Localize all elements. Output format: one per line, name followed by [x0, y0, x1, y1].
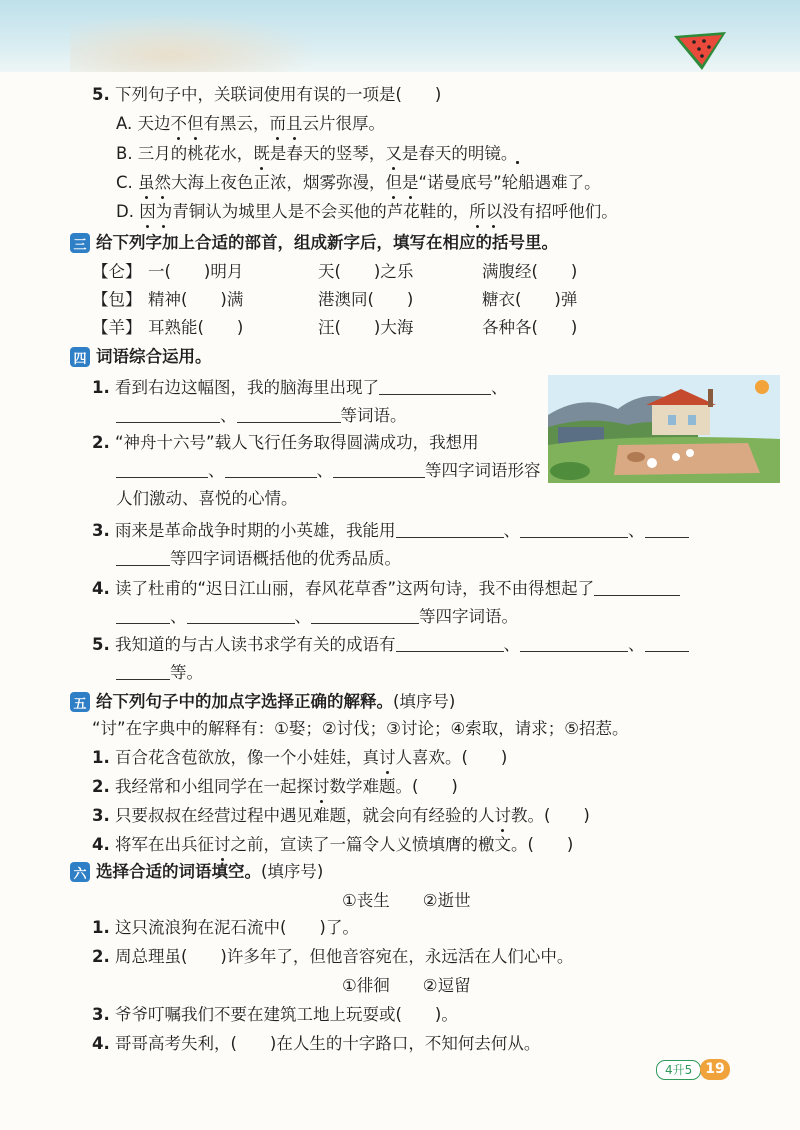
answer-blank[interactable] [116, 663, 170, 680]
answer-blank[interactable] [594, 579, 680, 596]
radical-tag: 【羊】 [92, 318, 142, 337]
s4-q4-line2 [116, 606, 518, 628]
item-text: 将军在出兵征 [115, 835, 214, 854]
section-5-badge: 五 [70, 692, 90, 712]
s5-item [92, 805, 590, 827]
s6-item-text: 哥哥高考失利，( )在人生的十字路口，不知何去何从。 [115, 1034, 541, 1053]
emphasis-char: 然 [154, 173, 172, 192]
answer-blank[interactable] [311, 607, 419, 624]
idiom-fill-item[interactable]: 天( )之乐 [318, 262, 414, 281]
s6-item-text: 爷爷叮嘱我们不要在建筑工地上玩耍或( )。 [115, 1005, 458, 1024]
option-text: C. [116, 173, 139, 192]
section-3-badge: 三 [70, 233, 90, 253]
idiom-fill-item[interactable]: 耳熟能( ) [148, 318, 244, 337]
idiom-fill-item[interactable]: 精神( )满 [148, 290, 244, 309]
s6-item-number: 2. [92, 947, 110, 966]
s4-q2-end: 等四字词语形容 [425, 461, 541, 480]
idiom-fill-item[interactable]: 一( )明月 [148, 262, 244, 281]
s4-q5-number: 5. [92, 635, 110, 654]
separator: 、 [491, 378, 508, 397]
item-number: 1. [92, 748, 110, 767]
s4-q2-number: 2. [92, 433, 110, 452]
s6-item-number: 1. [92, 918, 110, 937]
item-text: 只要叔叔在经营过程中遇见难题，就会向有经验的人 [115, 806, 495, 825]
answer-blank[interactable] [116, 607, 170, 624]
q5-stem-text: 下列句子中，关联词使用有误的一项是( ) [115, 85, 442, 104]
emphasis-char: 讨 [313, 777, 330, 796]
answer-blank[interactable] [116, 406, 220, 423]
q5-option [116, 113, 385, 135]
answer-blank[interactable] [645, 521, 689, 538]
s4-q4-line1 [92, 578, 680, 600]
q5-option [116, 201, 618, 223]
s4-q3-line2 [116, 548, 401, 570]
s4-q1-line1 [92, 377, 508, 399]
s6-options-2: ①徘徊 ②逗留 [342, 976, 471, 995]
option-text: 有黑云， [203, 114, 270, 133]
section-5-hint: (填序号) [393, 692, 456, 711]
emphasis-char: 虽 [138, 173, 155, 192]
s6-options-1: ①丧生 ②逝世 [342, 891, 471, 910]
section-4-badge: 四 [70, 347, 90, 367]
idiom-fill-item[interactable]: 各种各( ) [482, 318, 578, 337]
s6-item-number: 4. [92, 1034, 110, 1053]
s6-item-number: 3. [92, 1005, 110, 1024]
section-4-title: 词语综合运用。 [96, 347, 212, 366]
separator: 、 [316, 461, 333, 480]
answer-blank[interactable] [379, 378, 491, 395]
section-5-title [96, 691, 455, 713]
separator: 、 [220, 406, 237, 425]
emphasis-char: 而 [269, 114, 286, 133]
answer-blank[interactable] [187, 607, 295, 624]
option-text: 大海上夜色正浓，烟雾弥漫， [171, 173, 386, 192]
s6-item-text: 这只流浪狗在泥石流中( )了。 [115, 918, 359, 937]
s5-item [92, 747, 507, 769]
emphasis-char: 所 [469, 202, 486, 221]
s4-q2-line2 [116, 460, 541, 482]
s4-q5-text: 我知道的与古人读书求学有关的成语有 [115, 635, 396, 654]
option-text: A. 天边 [116, 114, 171, 133]
option-text: “诺曼底号”轮船遇难了。 [418, 173, 601, 192]
grade-label: 4升5 [656, 1060, 701, 1080]
s5-item [92, 834, 573, 856]
q5-stem [92, 84, 441, 106]
emphasis-char: 为 [155, 202, 173, 221]
emphasis-char: 讨 [494, 806, 511, 825]
emphasis-char: 是 [402, 173, 419, 192]
s6-item-4 [92, 1033, 540, 1055]
item-number: 2. [92, 777, 110, 796]
item-text: 之前，宣读了一篇令人义愤填膺的檄文。( ) [230, 835, 574, 854]
idiom-fill-item[interactable]: 汪( )大海 [318, 318, 414, 337]
s4-q2-line3: 人们激动、喜悦的心情。 [116, 489, 298, 508]
q5-option [116, 172, 601, 194]
item-number: 4. [92, 835, 110, 854]
idiom-fill-item[interactable]: 糖衣( )弹 [482, 290, 578, 309]
section-3-title: 给下列字加上合适的部首，组成新字后，填写在相应的括号里。 [96, 233, 558, 252]
answer-blank[interactable] [396, 635, 504, 652]
s5-item [92, 776, 458, 798]
emphasis-char: 既 [253, 144, 270, 163]
idiom-fill-item[interactable]: 港澳同( ) [318, 290, 414, 309]
section-6-hint: (填序号) [261, 862, 324, 881]
answer-blank[interactable] [237, 406, 341, 423]
item-text: 我经常和小组同学在一起探 [115, 777, 313, 796]
s4-q2-text: “神舟十六号”载人飞行任务取得圆满成功，我想用 [115, 433, 479, 452]
radical-tag: 【仑】 [92, 262, 142, 281]
answer-blank[interactable] [520, 521, 628, 538]
s4-q4-text: 读了杜甫的“迟日江山丽，春风花草香”这两句诗，我不由得想起了 [115, 579, 595, 598]
option-text: 云片很厚。 [302, 114, 385, 133]
option-text: 没有招呼他们。 [502, 202, 618, 221]
item-text: 百合花含苞欲放，像一个小娃娃，真 [115, 748, 379, 767]
separator: 、 [628, 521, 645, 540]
s4-q5-line1 [92, 634, 689, 656]
emphasis-char: 讨 [379, 748, 396, 767]
q5-option [116, 143, 517, 165]
answer-blank[interactable] [645, 635, 689, 652]
emphasis-char: 又 [385, 144, 402, 163]
separator: 、 [503, 635, 520, 654]
section-6-badge: 六 [70, 862, 90, 882]
s4-q3-end: 等四字词语概括他的优秀品质。 [170, 549, 401, 568]
answer-blank[interactable] [520, 635, 628, 652]
item-number: 3. [92, 806, 110, 825]
answer-blank[interactable] [116, 549, 170, 566]
emphasis-char: 因 [139, 202, 156, 221]
s4-q1-end: 等词语。 [340, 406, 407, 425]
emphasis-char: 讨 [214, 835, 231, 854]
s6-item-1 [92, 917, 359, 939]
option-text: 是春天的明镜。 [401, 144, 518, 163]
option-text: 青铜认为城里人是不会买他的芦花鞋的， [172, 202, 470, 221]
s4-q5-end: 等。 [170, 663, 203, 682]
s4-q3-line1 [92, 520, 689, 542]
separator: 、 [503, 521, 520, 540]
s4-q3-number: 3. [92, 521, 110, 540]
item-text: 数学难题。( ) [329, 777, 458, 796]
s4-q2-line1 [92, 432, 479, 454]
separator: 、 [170, 607, 187, 626]
answer-blank[interactable] [396, 521, 504, 538]
emphasis-char: 不 [170, 114, 187, 133]
separator: 、 [628, 635, 645, 654]
emphasis-char: 但 [385, 173, 403, 192]
separator: 、 [208, 461, 225, 480]
option-text: B. 三月的桃花水， [116, 144, 254, 163]
item-text: 教。( ) [511, 806, 590, 825]
section-6-title-text: 选择合适的词语填空。 [96, 862, 261, 881]
s4-q4-number: 4. [92, 579, 110, 598]
s4-q1-text: 看到右边这幅图，我的脑海里出现了 [115, 378, 379, 397]
s4-q4-end: 等四字词语。 [419, 607, 518, 626]
s6-item-text: 周总理虽( )许多年了，但他音容宛在，永远活在人们心中。 [115, 947, 574, 966]
item-text: 人喜欢。( ) [395, 748, 508, 767]
s4-q1-number: 1. [92, 378, 110, 397]
q5-number: 5. [92, 85, 110, 104]
emphasis-char: 以 [485, 202, 503, 221]
answer-blank[interactable] [225, 461, 317, 478]
section-6-title [96, 861, 323, 883]
s4-q1-line2 [116, 405, 407, 427]
s6-item-3 [92, 1004, 458, 1026]
option-text: D. [116, 202, 140, 221]
s4-q5-line2 [116, 662, 203, 684]
option-text: 是春天的竖琴， [269, 144, 386, 163]
watermelon-icon [672, 30, 728, 72]
answer-blank[interactable] [333, 461, 425, 478]
s4-q3-text: 雨来是革命战争时期的小英雄，我能用 [115, 521, 396, 540]
s6-item-2 [92, 946, 573, 968]
header-decoration [70, 14, 320, 72]
emphasis-char: 但 [187, 114, 204, 133]
farm-scene-illustration [548, 375, 780, 483]
page-number: 19 [700, 1059, 730, 1080]
answer-blank[interactable] [116, 461, 208, 478]
idiom-fill-item[interactable]: 满腹经( ) [482, 262, 578, 281]
section-5-title-text: 给下列句子中的加点字选择正确的解释。 [96, 692, 393, 711]
separator: 、 [294, 607, 311, 626]
s5-definitions: “讨”在字典中的解释有：①娶；②讨伐；③讨论；④索取，请求；⑤招惹。 [92, 719, 629, 738]
emphasis-char: 且 [286, 114, 303, 133]
radical-tag: 【包】 [92, 290, 142, 309]
